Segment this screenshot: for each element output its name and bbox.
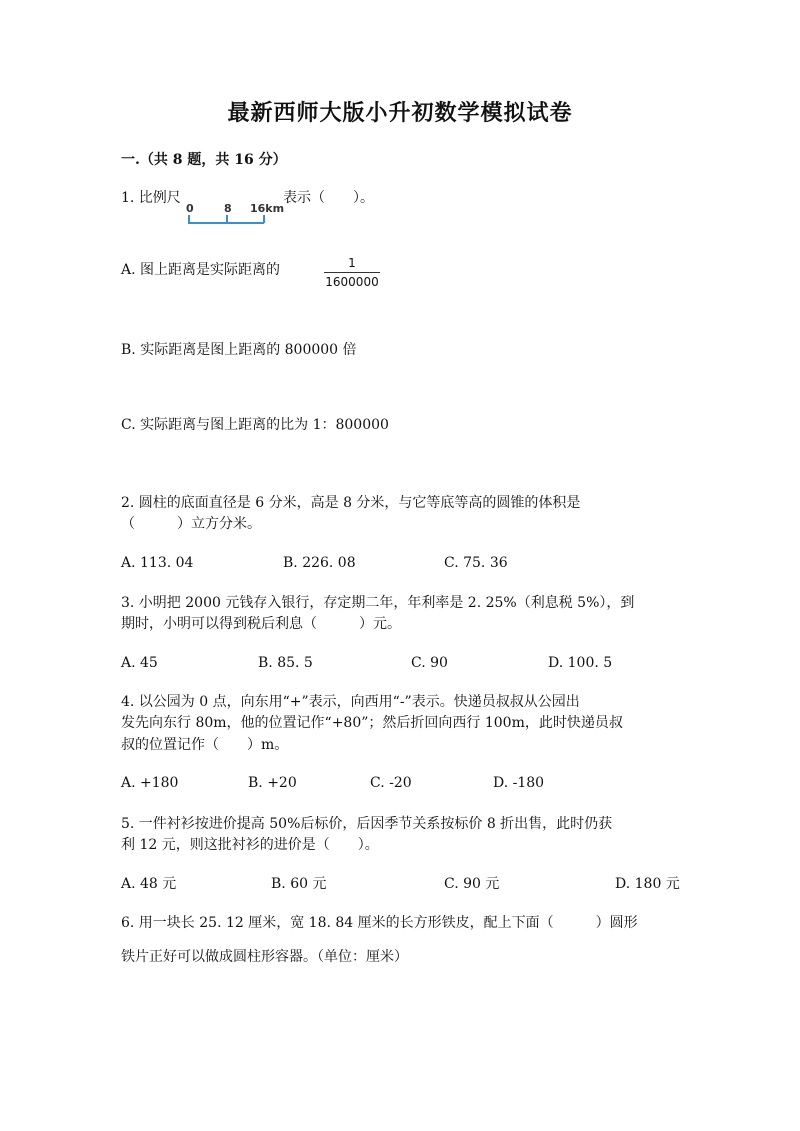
- q5-line-2: 利 12 元，则这批衬衫的进价是（ ）。: [121, 837, 379, 853]
- q5-option-b: B. 60 元: [271, 876, 327, 892]
- fraction-bar: [324, 272, 380, 273]
- q2-option-b: B. 226. 08: [283, 555, 356, 571]
- q4-line-1: 4. 以公园为 0 点，向东用“+”表示，向西用“-”表示。快递员叔叔从公园出: [121, 694, 580, 710]
- scale-tick: [188, 215, 190, 223]
- q6-line-1: 6. 用一块长 25. 12 厘米，宽 18. 84 厘米的长方形铁皮，配上下面（ ）圆形: [121, 915, 638, 931]
- q4-option-c: C. -20: [370, 775, 412, 791]
- scale-label-8: 8: [224, 202, 232, 215]
- q4-option-a: A. +180: [121, 775, 179, 791]
- scale-tick: [263, 215, 265, 223]
- q3-line-2: 期时，小明可以得到税后利息（ ）元。: [121, 616, 401, 632]
- q2-option-a: A. 113. 04: [121, 555, 194, 571]
- section-heading: 一.（共 8 题，共 16 分）: [121, 152, 287, 168]
- q1-option-c: C. 实际距离与图上距离的比为 1：800000: [121, 417, 389, 433]
- q4-option-d: D. -180: [493, 775, 545, 791]
- q3-line-1: 3. 小明把 2000 元钱存入银行，存定期二年，年利率是 2. 25%（利息税 5%），到: [121, 595, 635, 611]
- q3-option-a: A. 45: [121, 655, 158, 671]
- q1-option-a-fraction: [324, 255, 380, 290]
- fraction-denominator: 1600000: [325, 275, 379, 289]
- q2-line-1: 2. 圆柱的底面直径是 6 分米，高是 8 分米，与它等底等高的圆锥的体积是: [121, 495, 581, 511]
- q3-option-b: B. 85. 5: [258, 655, 313, 671]
- q2-option-c: C. 75. 36: [444, 555, 508, 571]
- q4-line-3: 叔的位置记作（ ）m。: [121, 737, 289, 753]
- scale-label-16km: 16km: [250, 202, 285, 215]
- q1-prefix: 1. 比例尺: [121, 190, 181, 206]
- fraction-numerator: 1: [348, 256, 356, 270]
- scale-label-0: 0: [186, 202, 194, 215]
- q2-line-2: （ ）立方分米。: [121, 516, 261, 532]
- q3-option-c: C. 90: [411, 655, 448, 671]
- q6-line-2: 铁片正好可以做成圆柱形容器。（单位：厘米）: [121, 949, 408, 965]
- scale-tick: [226, 215, 228, 223]
- q3-option-d: D. 100. 5: [548, 655, 613, 671]
- q5-line-1: 5. 一件衬衫按进价提高 50%后标价，后因季节关系按标价 8 折出售，此时仍获: [121, 816, 613, 832]
- page-title: 最新西师大版小升初数学模拟试卷: [227, 100, 573, 126]
- q1-option-a: A. 图上距离是实际距离的: [121, 262, 281, 278]
- q5-option-c: C. 90 元: [444, 876, 500, 892]
- q5-option-a: A. 48 元: [121, 876, 177, 892]
- scale-bar-figure: [186, 197, 285, 233]
- q4-line-2: 发先向东行 80m，他的位置记作“+80”；然后折回向西行 100m，此时快递员叔: [121, 715, 623, 731]
- q1-option-b: B. 实际距离是图上距离的 800000 倍: [121, 342, 357, 358]
- q1-suffix: 表示（ ）。: [283, 190, 374, 206]
- q4-option-b: B. +20: [248, 775, 297, 791]
- q5-option-d: D. 180 元: [615, 876, 680, 892]
